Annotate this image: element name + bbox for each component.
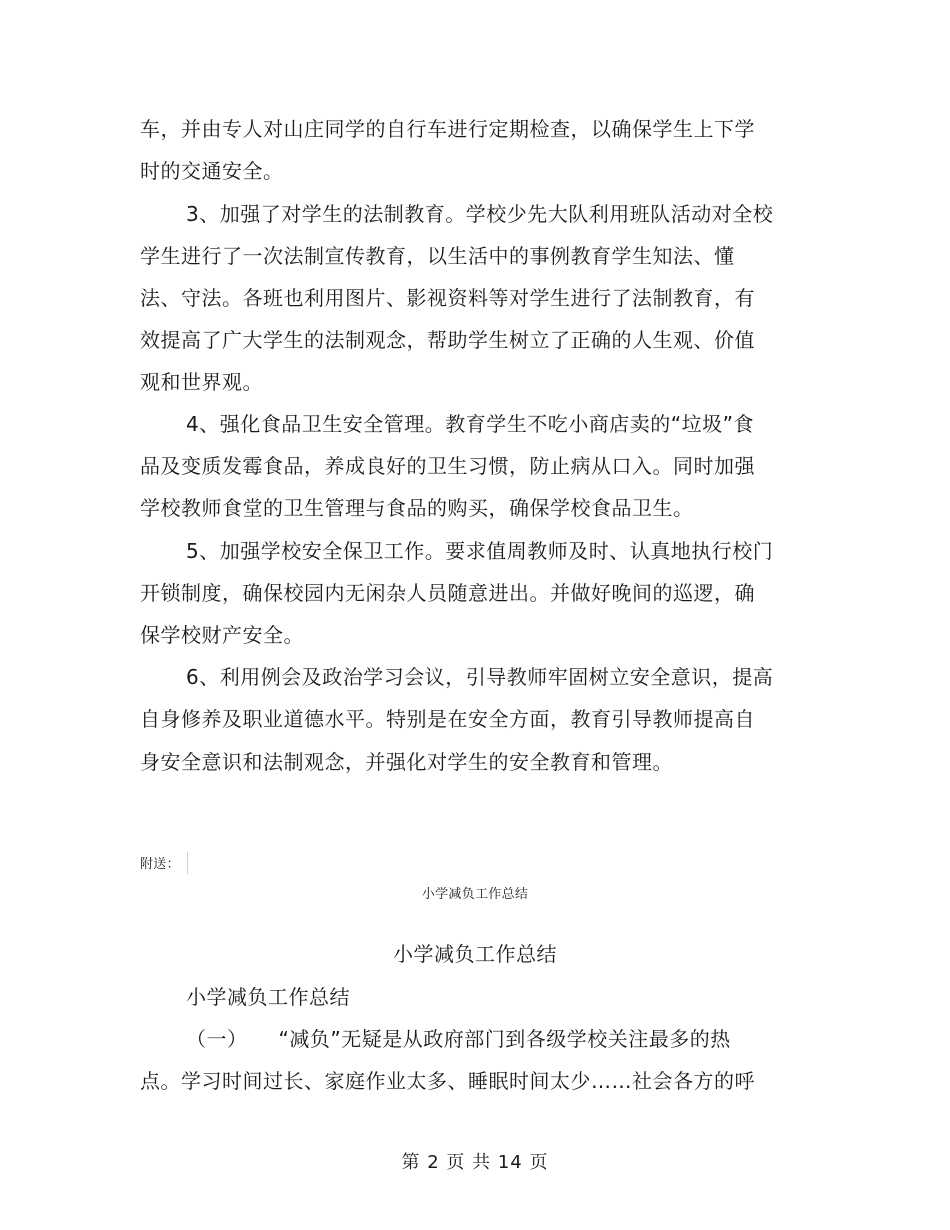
appendix-para-line: 点。学习时间过长、家庭作业太多、睡眠时间太少……社会各方的呼 <box>140 1069 755 1093</box>
body-line: 学生进行了一次法制宣传教育，以生活中的事例教育学生知法、懂 <box>140 244 735 268</box>
body-line: 观和世界观。 <box>140 370 263 394</box>
appendix-small-title: 小学减负工作总结 <box>421 887 529 902</box>
body-line: 效提高了广大学生的法制观念，帮助学生树立了正确的人生观、价值 <box>140 328 755 352</box>
page-number: 第 2 页 共 14 页 <box>401 1152 549 1173</box>
body-line: 开锁制度，确保校园内无闲杂人员随意进出。并做好晚间的巡逻，确 <box>140 581 755 605</box>
body-line: 保学校财产安全。 <box>140 623 304 647</box>
body-line: 3、加强了对学生的法制教育。学校少先大队利用班队活动对全校 <box>186 202 774 226</box>
appendix-para-line: （一） “减负”无疑是从政府部门到各级学校关注最多的热 <box>186 1027 731 1051</box>
body-line: 车，并由专人对山庄同学的自行车进行定期检查，以确保学生上下学 <box>140 117 755 141</box>
body-line: 自身修养及职业道德水平。特别是在安全方面，教育引导教师提高自 <box>140 707 755 731</box>
body-line: 时的交通安全。 <box>140 159 284 183</box>
appendix-subtitle: 小学减负工作总结 <box>186 985 350 1009</box>
divider <box>187 852 188 874</box>
body-line: 法、守法。各班也利用图片、影视资料等对学生进行了法制教育，有 <box>140 286 755 310</box>
appendix-label: 附送： <box>140 857 180 872</box>
appendix-title: 小学减负工作总结 <box>393 942 557 966</box>
body-line: 4、强化食品卫生安全管理。教育学生不吃小商店卖的“垃圾”食 <box>186 412 754 436</box>
body-line: 身安全意识和法制观念，并强化对学生的安全教育和管理。 <box>140 750 673 774</box>
body-line: 品及变质发霉食品，养成良好的卫生习惯，防止病从口入。同时加强 <box>140 454 755 478</box>
body-line: 6、利用例会及政治学习会议，引导教师牢固树立安全意识，提高 <box>186 665 774 689</box>
body-line: 学校教师食堂的卫生管理与食品的购买，确保学校食品卫生。 <box>140 496 694 520</box>
body-line: 5、加强学校安全保卫工作。要求值周教师及时、认真地执行校门 <box>186 539 774 563</box>
